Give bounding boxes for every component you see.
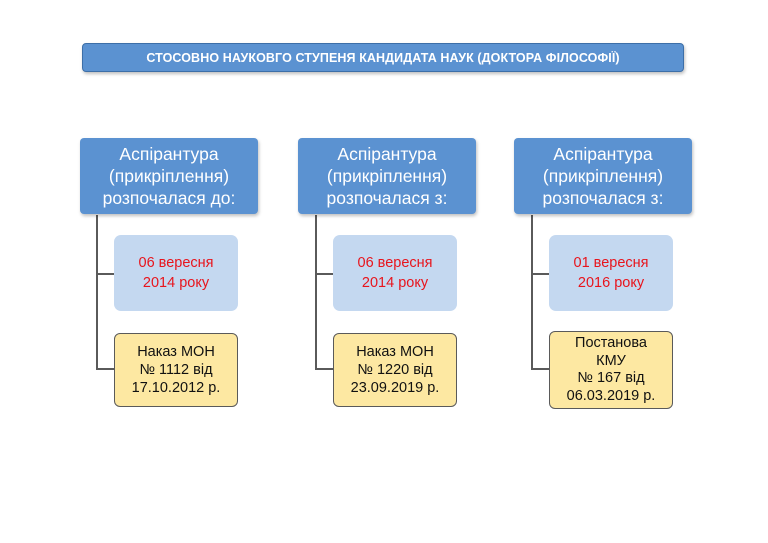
- column-header-1-line-3: розпочалася до:: [102, 188, 236, 208]
- document-box-1-line-2: № 1112 від: [139, 362, 213, 378]
- connector-doc-1: [96, 368, 114, 370]
- column-header-2-line-3: розпочалася з:: [326, 188, 448, 208]
- column-header-3-line-2: (прикріплення): [542, 166, 664, 186]
- connector-vertical-2: [315, 215, 317, 369]
- connector-vertical-1: [96, 215, 98, 369]
- date-box-2: [333, 235, 457, 311]
- document-box-2-line-2: № 1220 від: [357, 362, 433, 378]
- date-box-3: [549, 235, 673, 311]
- date-box-1-line-2: 2014 року: [142, 275, 210, 291]
- document-box-1-line-3: 17.10.2012 р.: [131, 380, 221, 396]
- column-header-1: [80, 138, 258, 214]
- column-header-3-line-1: Аспірантура: [553, 144, 653, 164]
- document-box-2: [333, 333, 457, 407]
- document-box-3: [549, 331, 673, 409]
- column-header-3-line-3: розпочалася з:: [542, 188, 664, 208]
- date-box-1-line-1: 06 вересня: [138, 255, 214, 271]
- connector-doc-2: [315, 368, 333, 370]
- connector-date-2: [315, 273, 333, 275]
- diagram-title: [82, 43, 684, 72]
- document-box-2-line-3: 23.09.2019 р.: [350, 380, 440, 396]
- document-box-3-line-3: № 167 від: [577, 370, 645, 386]
- document-box-3-line-4: 06.03.2019 р.: [566, 387, 656, 404]
- connector-date-3: [531, 273, 549, 275]
- column-header-2-line-1: Аспірантура: [337, 144, 437, 164]
- column-header-2: [298, 138, 476, 214]
- document-box-3-line-2: КМУ: [596, 352, 626, 369]
- date-box-3-line-2: 2016 року: [577, 275, 645, 291]
- column-header-3: [514, 138, 692, 214]
- date-box-3-line-1: 01 вересня: [573, 255, 649, 271]
- document-box-2-line-1: Наказ МОН: [356, 344, 434, 360]
- column-header-1-line-1: Аспірантура: [119, 144, 219, 164]
- connector-vertical-3: [531, 215, 533, 369]
- diagram-title-text: СТОСОВНО НАУКОВГО СТУПЕНЯ КАНДИДАТА НАУК (ДОКТОРА ФІЛОСОФІЇ): [146, 50, 620, 65]
- connector-doc-3: [531, 368, 549, 370]
- date-box-1: [114, 235, 238, 311]
- column-header-2-line-2: (прикріплення): [326, 166, 448, 186]
- connector-date-1: [96, 273, 114, 275]
- date-box-2-line-1: 06 вересня: [357, 255, 433, 271]
- document-box-1: [114, 333, 238, 407]
- document-box-1-line-1: Наказ МОН: [137, 344, 215, 360]
- column-header-1-line-2: (прикріплення): [108, 166, 230, 186]
- document-box-3-line-1: Постанова: [575, 335, 647, 351]
- date-box-2-line-2: 2014 року: [361, 275, 429, 291]
